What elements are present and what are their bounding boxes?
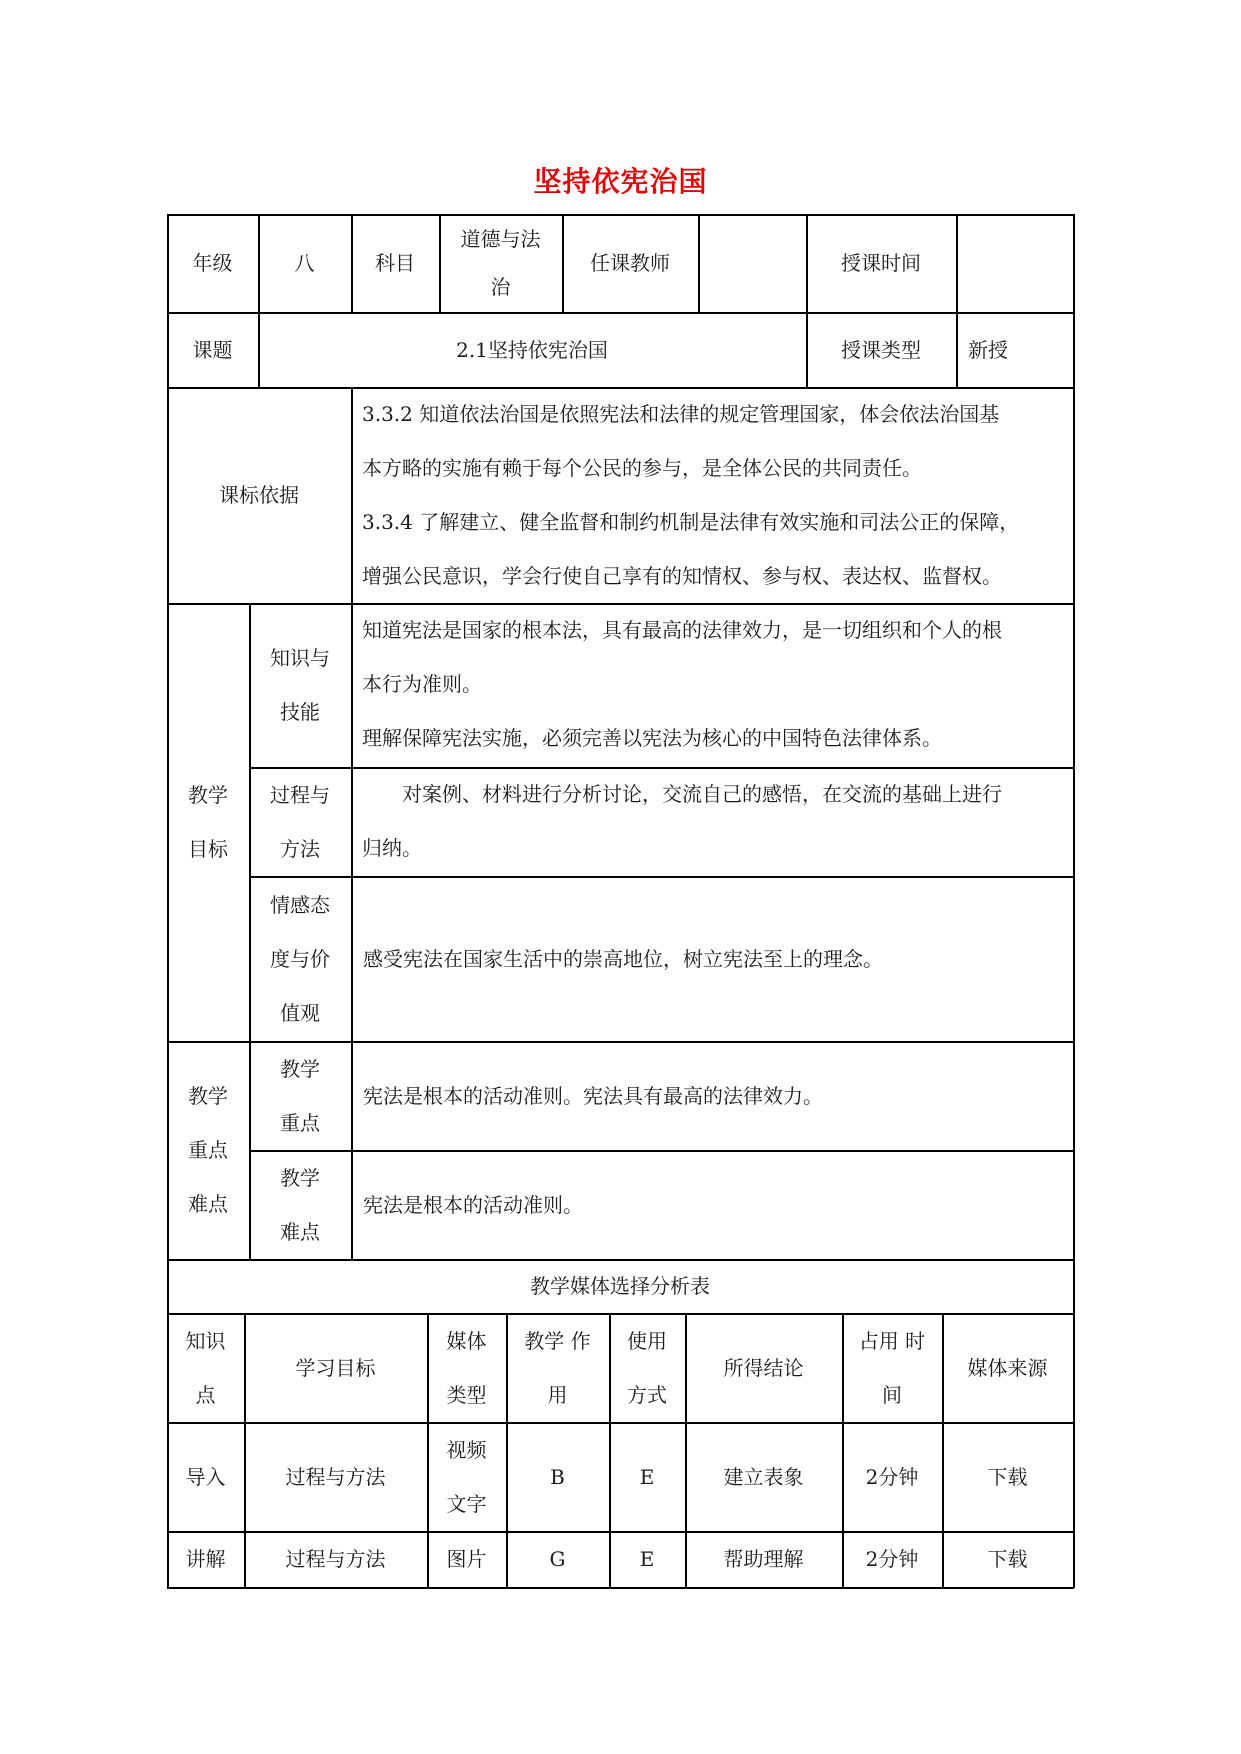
header-usage: 使用 方式 [627, 1328, 667, 1407]
cell-source: 下载 [987, 1464, 1028, 1489]
type-label: 授课类型 [841, 337, 921, 362]
cell-duration: 2分钟 [865, 1547, 919, 1571]
cell-goal: 过程与方法 [285, 1464, 386, 1489]
time-label: 授课时间 [841, 251, 921, 275]
objectives-label: 教学 目标 [188, 782, 228, 861]
cell-conclusion: 建立表象 [723, 1464, 804, 1489]
process-text: 对案例、材料进行分析讨论，交流自己的感悟，在交流的基础上进行 归纳。 [362, 782, 1002, 860]
subject-label: 科目 [375, 251, 415, 275]
process-label: 过程与 方法 [270, 782, 330, 861]
grade-value: 八 [294, 251, 315, 275]
standards-label: 课标依据 [219, 483, 299, 507]
header-goal: 学习目标 [295, 1355, 376, 1380]
teacher-value [698, 214, 806, 312]
difficulty-label: 教学 难点 [280, 1165, 320, 1244]
standards-text: 3.3.2 知道依法治国是依照宪法和法律的规定管理国家，体会依法治国基 本方略的实施有赖于每个公民的参与，是全体公民的共同责任。 3.3.4 了解建立、健全监督和制约机制是法律有效实施和司法公正的保障， 增强公民意识，学会行使自己享有的知情权、参与权、表达权、监督权。 [362, 402, 1020, 588]
knowledge-label: 知识与 技能 [270, 646, 330, 724]
header-duration: 占用 时 间 [858, 1328, 926, 1407]
cell-point: 讲解 [185, 1547, 226, 1571]
keypoints-label: 教学 重点 难点 [188, 1084, 228, 1216]
cell-conclusion: 帮助理解 [723, 1547, 804, 1571]
header-source: 媒体来源 [967, 1355, 1048, 1380]
document-title: 坚持依宪治国 [533, 165, 708, 198]
cell-usage: E [639, 1547, 655, 1571]
header-role: 教学 作 用 [524, 1328, 591, 1407]
emotion-text: 感受宪法在国家生活中的崇高地位，树立宪法至上的理念。 [363, 946, 883, 971]
knowledge-text: 知道宪法是国家的根本法，具有最高的法律效力，是一切组织和个人的根 本行为准则。 理解保障宪法实施，必须完善以宪法为核心的中国特色法律体系。 [362, 618, 1002, 750]
header-media-type: 媒体 类型 [446, 1328, 487, 1407]
cell-usage: E [639, 1464, 655, 1489]
subject-value: 道德与法 治 [460, 227, 541, 299]
cell-media-type: 图片 [446, 1547, 487, 1571]
focus-label: 教学 重点 [280, 1056, 320, 1135]
type-value: 新授 [968, 337, 1008, 362]
cell-goal: 过程与方法 [285, 1547, 386, 1571]
teacher-label: 任课教师 [590, 251, 670, 275]
media-table-title: 教学媒体选择分析表 [530, 1274, 710, 1298]
topic-label: 课题 [192, 337, 233, 362]
cell-role: G [549, 1547, 566, 1571]
focus-text: 宪法是根本的活动准则。宪法具有最高的法律效力。 [363, 1083, 823, 1108]
topic-value: 2.1坚持依宪治国 [456, 337, 608, 362]
difficulty-text: 宪法是根本的活动准则。 [363, 1192, 583, 1217]
cell-role: B [550, 1464, 565, 1489]
cell-source: 下载 [987, 1547, 1028, 1571]
header-conclusion: 所得结论 [723, 1355, 804, 1380]
cell-media-type: 视频 文字 [446, 1437, 487, 1516]
emotion-label: 情感态 度与价 值观 [270, 892, 330, 1025]
cell-point: 导入 [185, 1464, 226, 1489]
grade-label: 年级 [192, 251, 233, 275]
time-value [956, 214, 1073, 312]
header-point: 知识 点 [185, 1328, 226, 1407]
cell-duration: 2分钟 [865, 1464, 919, 1489]
